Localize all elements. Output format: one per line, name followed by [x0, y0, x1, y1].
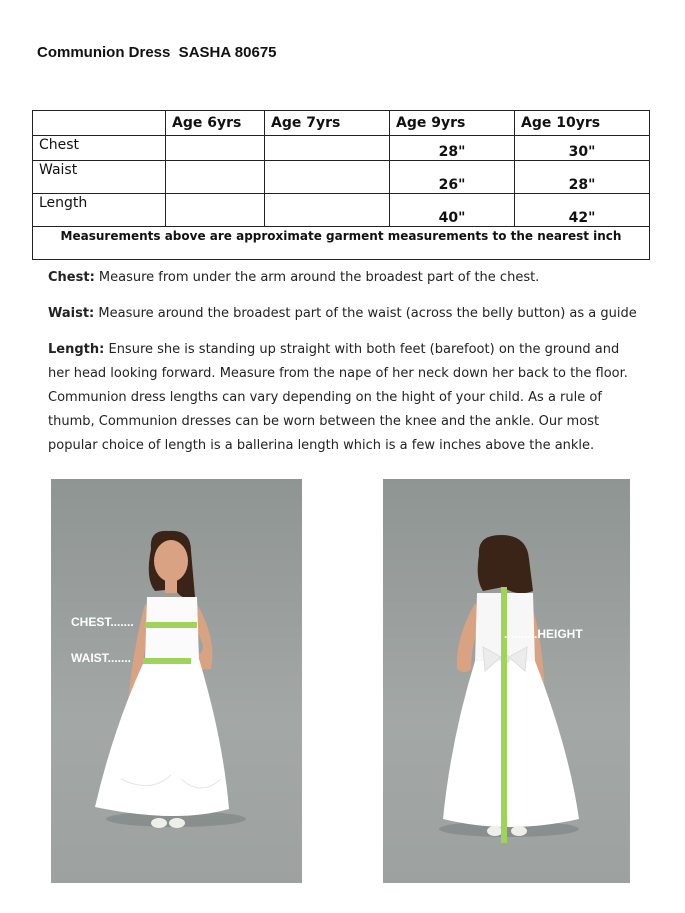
waist-guide-line — [143, 658, 191, 664]
chest-description — [48, 266, 638, 290]
table-cell — [166, 194, 265, 227]
waist-description-text: Measure around the broadest part of the waist (across the belly button) as a guide — [94, 306, 637, 321]
table-row — [33, 194, 650, 227]
row-label-length: Length — [33, 194, 166, 227]
length-description-label: Length: — [48, 342, 105, 357]
header-cell: Age 6yrs — [166, 111, 265, 136]
table-cell: 42" — [515, 194, 650, 227]
header-cell — [33, 111, 166, 136]
length-description-text: Ensure she is standing up straight with both feet (barefoot) on the ground and her head looking forward. Measure from the nape of her neck down her back to the floor. Communion dress lengths can vary depending on the hight of your child. As a rule of thumb, Communion dresses can be worn between the knee and the ankle. Our most popular choice of length is a ballerina length which is a few inches above the ankle. — [48, 342, 628, 453]
page-title: Communion Dress SASHA 80675 — [37, 44, 277, 61]
table-cell: 28" — [390, 136, 515, 161]
chest-description-label: Chest: — [48, 270, 95, 285]
chest-guide-line — [145, 622, 197, 628]
height-guide-line — [501, 587, 507, 843]
table-cell — [265, 194, 390, 227]
girl-back-illustration — [383, 479, 630, 883]
table-row — [33, 161, 650, 194]
table-cell — [265, 161, 390, 194]
table-cell: 40" — [390, 194, 515, 227]
length-description — [48, 338, 638, 458]
girl-front-illustration — [51, 479, 302, 883]
row-label-waist: Waist — [33, 161, 166, 194]
table-cell: 30" — [515, 136, 650, 161]
header-cell: Age 10yrs — [515, 111, 650, 136]
waist-photo-label: WAIST....... — [71, 651, 132, 665]
table-cell — [265, 136, 390, 161]
header-cell: Age 9yrs — [390, 111, 515, 136]
table-row — [33, 136, 650, 161]
table-cell — [166, 161, 265, 194]
table-cell: 26" — [390, 161, 515, 194]
table-header-row — [33, 111, 650, 136]
table-cell — [166, 136, 265, 161]
waist-description-label: Waist: — [48, 306, 95, 321]
waist-description — [48, 302, 638, 326]
size-chart-table — [32, 110, 650, 260]
chest-photo-label: CHEST....... — [71, 615, 134, 629]
table-cell: 28" — [515, 161, 650, 194]
row-label-chest: Chest — [33, 136, 166, 161]
header-cell: Age 7yrs — [265, 111, 390, 136]
height-photo-label: ..........HEIGHT — [504, 627, 583, 641]
measurement-note: Measurements above are approximate garment measurements to the nearest inch — [33, 227, 650, 260]
table-note-row — [33, 227, 650, 260]
front-measurement-photo — [51, 479, 302, 883]
chest-description-text: Measure from under the arm around the broadest part of the chest. — [94, 270, 540, 285]
back-measurement-photo — [383, 479, 630, 883]
